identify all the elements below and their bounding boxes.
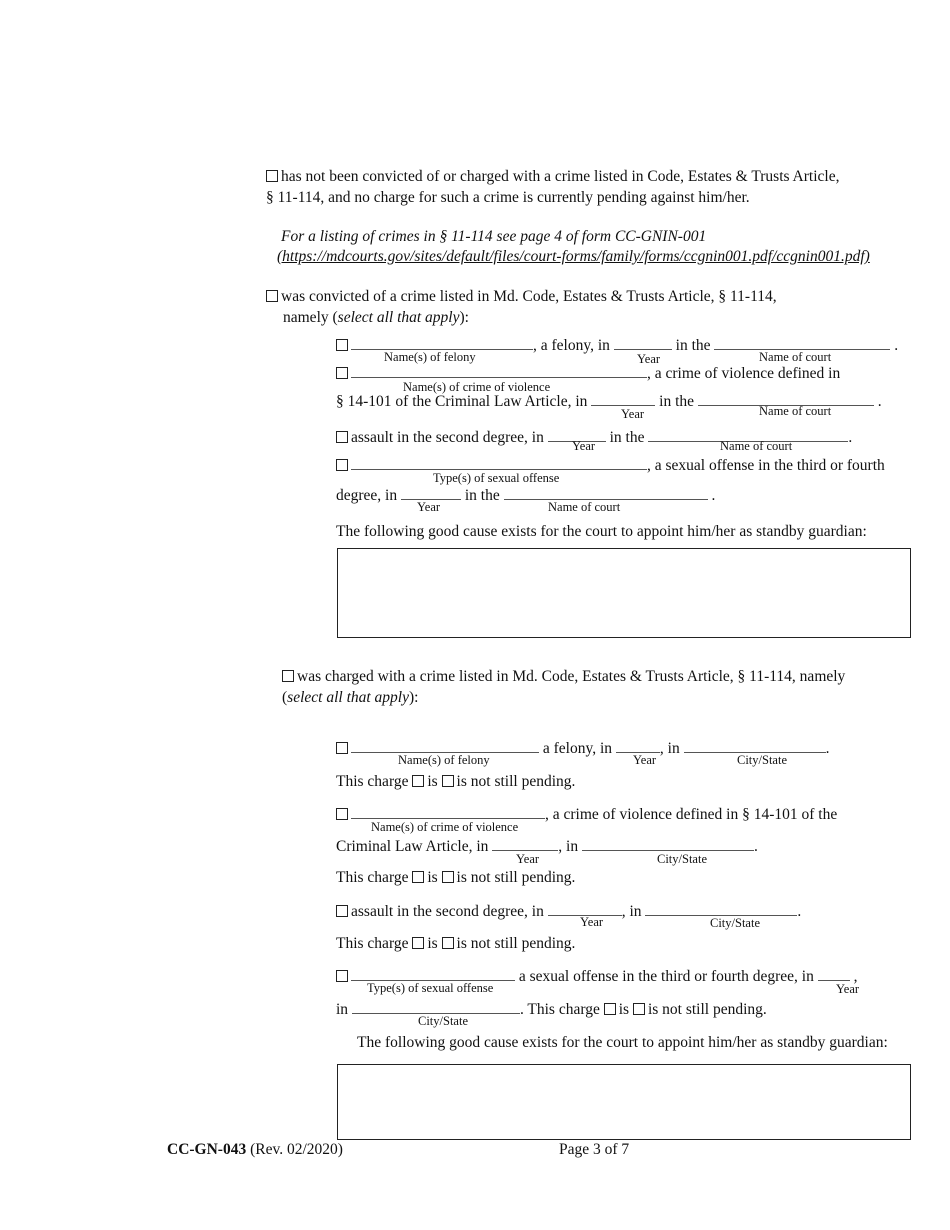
- footer-form-id: CC-GN-043 (Rev. 02/2020): [167, 1141, 343, 1158]
- label-year: Year: [580, 915, 604, 929]
- label-violence: Name(s) of crime of violence: [403, 380, 551, 394]
- label-year: Year: [633, 753, 657, 767]
- charged-sexual-type-field[interactable]: [351, 969, 515, 981]
- listing-url[interactable]: (https://mdcourts.gov/sites/default/files/court-forms/family/forms/ccgnin001.pdf/ccgnin001.pdf): [277, 248, 870, 265]
- convicted-line1: was convicted of a crime listed in Md. Code, Estates & Trusts Article, § 11-114,: [266, 289, 777, 305]
- charged-violence-city-field[interactable]: [582, 839, 754, 851]
- pending-is-checkbox[interactable]: [412, 937, 424, 949]
- charged-line1: was charged with a crime listed in Md. Code, Estates & Trusts Article, § 11-114, namely: [282, 669, 845, 685]
- convicted-felony-checkbox[interactable]: [336, 339, 348, 351]
- label-year: Year: [637, 352, 661, 366]
- footer-page-number: Page 3 of 7: [559, 1141, 630, 1158]
- felony-court-field[interactable]: [714, 338, 890, 350]
- pending-not-checkbox[interactable]: [442, 937, 454, 949]
- charged-good-cause-textarea[interactable]: [337, 1064, 911, 1140]
- convicted-violence-row2: § 14-101 of the Criminal Law Article, in in the .: [336, 393, 882, 410]
- convicted-line2: namely (select all that apply):: [283, 309, 469, 326]
- charged-violence-checkbox[interactable]: [336, 808, 348, 820]
- charged-sexual-row: a sexual offense in the third or fourth degree, in ,: [336, 969, 857, 985]
- label-year: Year: [572, 439, 596, 453]
- charged-line2: (select all that apply):: [282, 689, 419, 706]
- charged-violence-row: , a crime of violence defined in § 14-101 of the: [336, 807, 837, 823]
- label-felony: Name(s) of felony: [384, 350, 476, 364]
- convicted-sexual-checkbox[interactable]: [336, 459, 348, 471]
- charged-felony-city-field[interactable]: [684, 741, 826, 753]
- charged-good-cause-label: The following good cause exists for the court to appoint him/her as standby guardian:: [357, 1034, 888, 1051]
- label-court: Name of court: [759, 350, 832, 364]
- pending-not-checkbox[interactable]: [442, 775, 454, 787]
- sexual-court-field[interactable]: [504, 488, 708, 500]
- label-court: Name of court: [720, 439, 793, 453]
- felony-name-field[interactable]: [351, 338, 533, 350]
- label-city: City/State: [710, 916, 760, 930]
- charged-assault-checkbox[interactable]: [336, 905, 348, 917]
- convicted-checkbox[interactable]: [266, 290, 278, 302]
- convicted-violence-checkbox[interactable]: [336, 367, 348, 379]
- charged-sexual-city-field[interactable]: [352, 1002, 520, 1014]
- label-felony: Name(s) of felony: [398, 753, 490, 767]
- convicted-sexual-row: , a sexual offense in the third or fourth: [336, 458, 885, 474]
- convicted-sexual-row2: degree, in in the .: [336, 487, 716, 504]
- label-year: Year: [417, 500, 441, 514]
- pending-is-checkbox[interactable]: [412, 871, 424, 883]
- pending-not-checkbox[interactable]: [442, 871, 454, 883]
- convicted-good-cause-label: The following good cause exists for the court to appoint him/her as standby guardian:: [336, 523, 867, 540]
- sexual-year-field[interactable]: [401, 488, 461, 500]
- sexual-type-field[interactable]: [351, 458, 647, 470]
- charged-sexual-row2: in . This charge is is not still pending.: [336, 1001, 767, 1018]
- label-city: City/State: [657, 852, 707, 866]
- felony-year-field[interactable]: [614, 338, 672, 350]
- label-sexual: Type(s) of sexual offense: [433, 471, 560, 485]
- pending-not-checkbox[interactable]: [633, 1003, 645, 1015]
- listing-note: For a listing of crimes in § 11-114 see page 4 of form CC-GNIN-001: [281, 228, 707, 245]
- charged-felony-row: a felony, in , in .: [336, 741, 829, 757]
- label-sexual: Type(s) of sexual offense: [367, 981, 494, 995]
- pending-is-checkbox[interactable]: [412, 775, 424, 787]
- convicted-felony-row: , a felony, in in the .: [336, 338, 898, 354]
- not-convicted-line1: has not been convicted of or charged with a crime listed in Code, Estates & Trusts Article,: [266, 169, 839, 185]
- convicted-assault-row: assault in the second degree, in in the .: [336, 430, 852, 446]
- charged-violence-row2: Criminal Law Article, in , in .: [336, 838, 758, 855]
- charged-felony-year-field[interactable]: [616, 741, 660, 753]
- charged-assault-row: assault in the second degree, in , in .: [336, 904, 801, 920]
- charged-assault-pending: This charge is is not still pending.: [336, 935, 576, 952]
- charged-violence-name-field[interactable]: [351, 807, 545, 819]
- label-court: Name of court: [548, 500, 621, 514]
- charged-sexual-checkbox[interactable]: [336, 970, 348, 982]
- label-court: Name of court: [759, 404, 832, 418]
- charged-violence-pending: This charge is is not still pending.: [336, 869, 576, 886]
- charged-violence-year-field[interactable]: [492, 839, 558, 851]
- convicted-assault-checkbox[interactable]: [336, 431, 348, 443]
- charged-felony-name-field[interactable]: [351, 741, 539, 753]
- convicted-violence-row: , a crime of violence defined in: [336, 366, 840, 382]
- not-convicted-checkbox[interactable]: [266, 170, 278, 182]
- not-convicted-line2: § 11-114, and no charge for such a crime is currently pending against him/her.: [266, 189, 750, 206]
- pending-is-checkbox[interactable]: [604, 1003, 616, 1015]
- label-year: Year: [621, 407, 645, 421]
- violence-name-field[interactable]: [351, 366, 647, 378]
- violence-year-field[interactable]: [591, 394, 655, 406]
- charged-assault-city-field[interactable]: [645, 904, 797, 916]
- charged-felony-checkbox[interactable]: [336, 742, 348, 754]
- charged-felony-pending: This charge is is not still pending.: [336, 773, 576, 790]
- label-city: City/State: [737, 753, 787, 767]
- convicted-good-cause-textarea[interactable]: [337, 548, 911, 638]
- label-violence: Name(s) of crime of violence: [371, 820, 519, 834]
- label-year: Year: [516, 852, 540, 866]
- label-year: Year: [836, 982, 860, 996]
- charged-checkbox[interactable]: [282, 670, 294, 682]
- charged-sexual-year-field[interactable]: [818, 969, 850, 981]
- label-city: City/State: [418, 1014, 468, 1028]
